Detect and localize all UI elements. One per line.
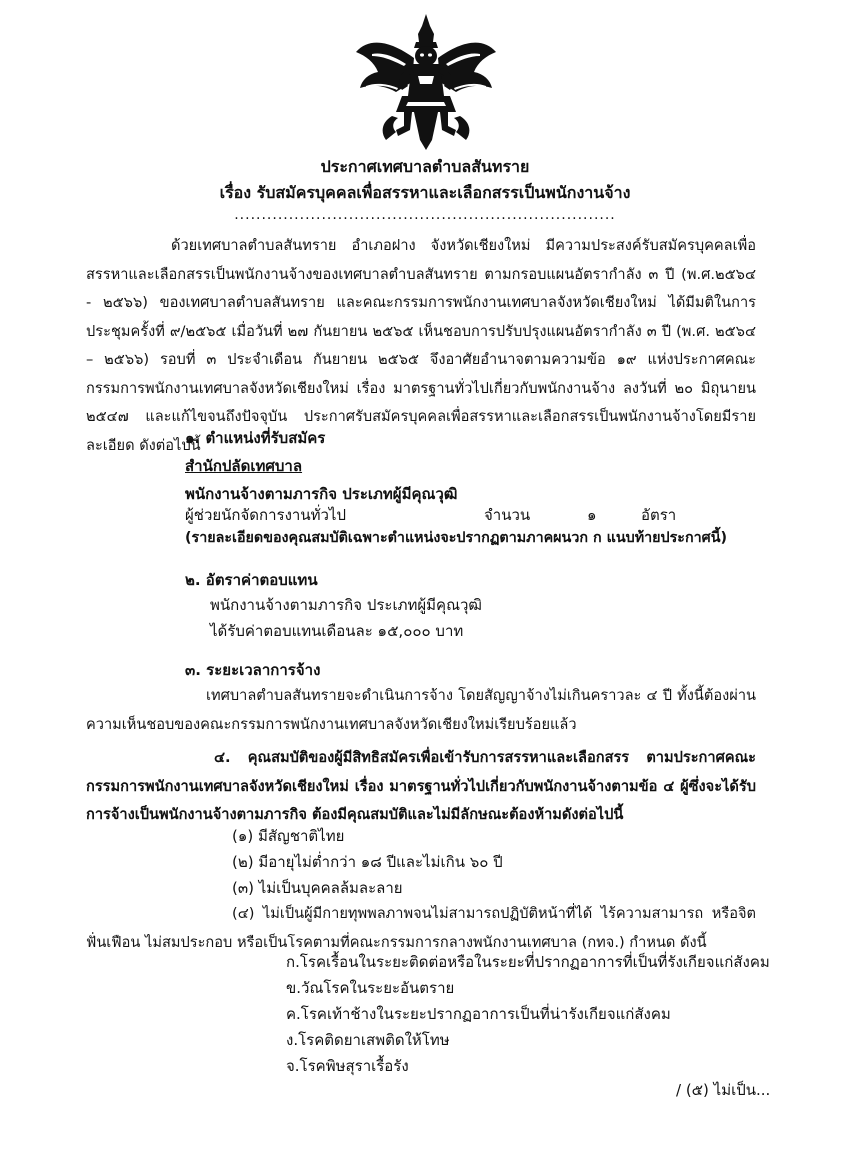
qualification-item-1: (๑) มีสัญชาติไทย [232, 827, 345, 845]
section2-line2: ได้รับค่าตอบแทนเดือนละ ๑๕,๐๐๐ บาท [210, 622, 464, 640]
qualification-item-3: (๓) ไม่เป็นบุคคลล้มละลาย [232, 879, 403, 897]
section4-heading: ๔. คุณสมบัติของผู้มีสิทธิสมัครเพื่อเข้ารับการสรรหาและเลือกสรร ตามประกาศคณะกรรมการพนักงานเทศบาลจังหวัดเชียงใหม่ เรื่อง มาตรฐานทั่วไปเกี่ยวกับพนักงานจ้างตามข้อ ๔ ผู้ซึ่งจะได้รับการจ้างเป็นพนักงานจ้างตามภารกิจ ต้องมีคุณสมบัติและไม่มีลักษณะต้องห้ามดังต่อไปนี้ [86, 749, 756, 823]
section1-count-label: จำนวน [484, 506, 531, 524]
section1-position: ผู้ช่วยนักจัดการงานทั่วไป [185, 506, 346, 524]
section1-unit: อัตรา [641, 506, 677, 524]
disease-item-2: ข.วัณโรคในระยะอันตราย [286, 979, 455, 997]
continuation-marker: / (๕) ไม่เป็น... [676, 1081, 771, 1099]
section3-text: เทศบาลตำบลสันทรายจะดำเนินการจ้าง โดยสัญญาจ้างไม่เกินคราวละ ๔ ปี ทั้งนี้ต้องผ่านความเห็นชอบของคณะกรรมการพนักงานเทศบาลจังหวัดเชียงใหม่เรียบร้อยแล้ว [86, 687, 756, 733]
announcement-title: ประกาศเทศบาลตำบลสันทราย [320, 157, 530, 176]
qualification-item-4-text: (๔) ไม่เป็นผู้มีกายทุพพลภาพจนไม่สามารถปฏิบัติหน้าที่ได้ ไร้ความสามารถ หรือจิตฟั่นเฟือน ไม่สมประกอบ หรือเป็นโรคตามที่คณะกรรมการกลางพนักงานเทศบาล (กทจ.) กำหนด ดังนี้ [86, 905, 756, 951]
section3-heading: ๓. ระยะเวลาการจ้าง [185, 661, 321, 679]
header-separator: ...................................................................... [234, 207, 616, 223]
section1-note: (รายละเอียดของคุณสมบัติเฉพาะตำแหน่งจะปรากฏตามภาคผนวก ก แนบท้ายประกาศนี้) [185, 530, 728, 546]
disease-item-1: ก.โรคเรื้อนในระยะติดต่อหรือในระยะที่ปรากฏอาการที่เป็นที่รังเกียจแก่สังคม [286, 953, 770, 971]
announcement-subject: เรื่อง รับสมัครบุคคลเพื่อสรรหาและเลือกสรรเป็นพนักงานจ้าง [219, 183, 631, 202]
garuda-emblem-icon [352, 12, 500, 152]
section4-paragraph [86, 744, 756, 830]
disease-item-4: ง.โรคติดยาเสพติดให้โทษ [286, 1031, 450, 1049]
section3-paragraph [86, 682, 756, 739]
qualification-item-2: (๒) มีอายุไม่ต่ำกว่า ๑๘ ปีและไม่เกิน ๖๐ ปี [232, 853, 503, 871]
section1-count: ๑ [587, 506, 597, 524]
section1-heading: ๑. ตำแหน่งที่รับสมัคร [185, 429, 326, 447]
section1-type: พนักงานจ้างตามภารกิจ ประเภทผู้มีคุณวุฒิ [185, 485, 458, 503]
disease-item-3: ค.โรคเท้าช้างในระยะปรากฏอาการเป็นที่น่ารังเกียจแก่สังคม [286, 1005, 671, 1023]
qualification-item-4 [86, 900, 756, 957]
section2-line1: พนักงานจ้างตามภารกิจ ประเภทผู้มีคุณวุฒิ [210, 596, 482, 614]
section2-heading: ๒. อัตราค่าตอบแทน [185, 571, 318, 589]
intro-text: ด้วยเทศบาลตำบลสันทราย อำเภอฝาง จังหวัดเชียงใหม่ มีความประสงค์รับสมัครบุคคลเพื่อสรรหาและเลือกสรรเป็นพนักงานจ้างของเทศบาลตำบลสันทราย ตามกรอบแผนอัตรากำลัง ๓ ปี (พ.ศ.๒๕๖๔ - ๒๕๖๖) ของเทศบาลตำบลสันทราย และคณะกรรมการพนักงานเทศบาลจังหวัดเชียงใหม่ ได้มีมติในการประชุมครั้งที่ ๙/๒๕๖๕ เมื่อวันที่ ๒๗ กันยายน ๒๕๖๕ เห็นชอบการปรับปรุงแผนอัตรากำลัง ๓ ปี (พ.ศ. ๒๕๖๔ – ๒๕๖๖) รอบที่ ๓ ประจำเดือน กันยายน ๒๕๖๕ จึงอาศัยอำนาจตามความข้อ ๑๙ แห่งประกาศคณะกรรมการพนักงานเทศบาลจังหวัดเชียงใหม่ เรื่อง มาตรฐานทั่วไปเกี่ยวกับพนักงานจ้าง ลงวันที่ ๒๐ มิถุนายน ๒๕๔๗ และแก้ไขจนถึงปัจจุบัน ประกาศรับสมัครบุคคลเพื่อสรรหาและเลือกสรรเป็นพนักงานจ้างโดยมีรายละเอียด ดังต่อไปนี้ [86, 237, 756, 454]
disease-item-5: จ.โรคพิษสุราเรื้อรัง [286, 1057, 409, 1075]
section1-office: สำนักปลัดเทศบาล [185, 457, 303, 475]
